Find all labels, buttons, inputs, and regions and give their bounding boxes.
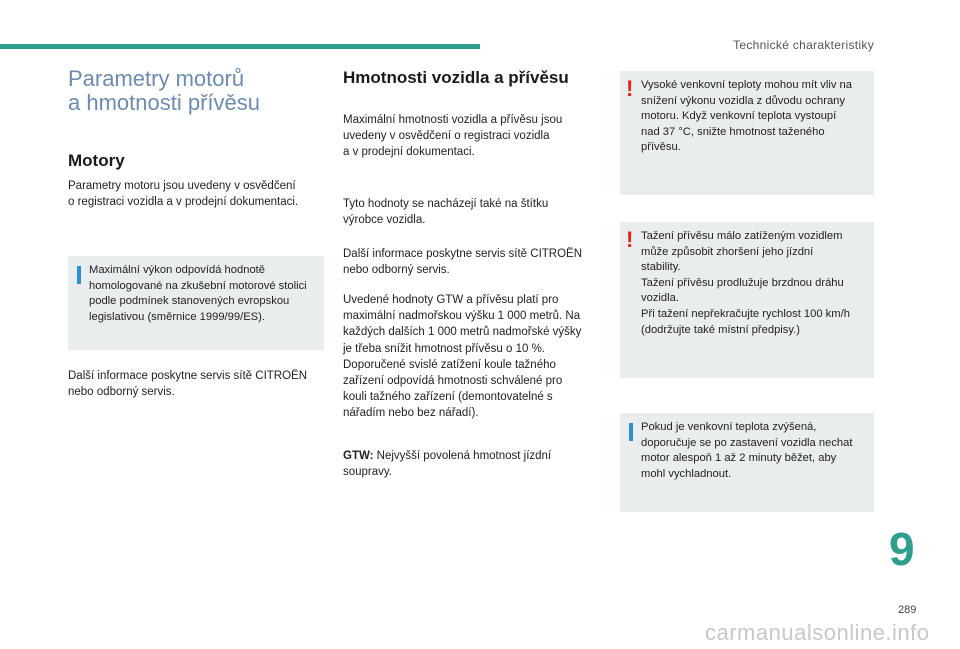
warning-box-towing-text: Tažení přívěsu málo zatíženým vozidlem může způsobit zhoršení jeho jízdní stability. Tažení přívěsu prodlužuje brzdnou dráhu vozidla. Při tažení nepřekračujte rychlost 100 km/h (dodržujte také místní předpisy.) bbox=[641, 230, 850, 336]
warning-icon: ! bbox=[626, 76, 634, 101]
info-box-cooling-text: Pokud je venkovní teplota zvýšená, doporučuje se po zastavení vozidla nechat motor alespoň 1 až 2 minuty běžet, aby mohl vychladnout. bbox=[641, 421, 853, 480]
gtw-definition bbox=[343, 448, 598, 480]
chapter-number: 9 bbox=[889, 523, 915, 575]
warning-box-temperature bbox=[620, 71, 874, 195]
page-title: Parametry motorů a hmotnosti přívěsu bbox=[68, 66, 260, 115]
hmotnosti-p4: Uvedené hodnoty GTW a přívěsu platí pro maximální nadmořskou výšku 1 000 metrů. Na každých dalších 1 000 metrů nadmořské výšky je třeba snížit hmotnost přívěsu o 10 %. Doporučené svislé zatížení koule tažného zařízení odpovídá hmotnosti schválené pro kouli tažného zařízení (demontovatelné s nářadím nebo bez nářadí). bbox=[343, 294, 582, 420]
info-icon bbox=[77, 266, 81, 284]
gtw-text: Nejvyšší povolená hmotnost jízdní soupravy. bbox=[343, 450, 552, 479]
warning-box-towing bbox=[620, 222, 874, 378]
info-box-cooling bbox=[620, 413, 874, 512]
info-box-power-text: Maximální výkon odpovídá hodnotě homologované na zkušební motorové stolici podle podmínek stanovených evropskou legislativou (směrnice 1999/99/ES). bbox=[89, 264, 307, 323]
warning-box-temperature-text: Vysoké venkovní teploty mohou mít vliv na snížení výkonu vozidla z důvodu ochrany motoru. Když venkovní teplota vystoupí nad 37 °C, snižte hmotnost taženého přívěsu. bbox=[641, 79, 853, 154]
warning-icon: ! bbox=[626, 227, 634, 252]
hmotnosti-p1: Maximální hmotnosti vozidla a přívěsu jsou uvedeny v osvědčení o registraci vozidla a v prodejní dokumentaci. bbox=[343, 114, 563, 159]
heading-hmotnosti: Hmotnosti vozidla a přívěsu bbox=[343, 68, 569, 87]
page-number: 289 bbox=[898, 604, 917, 616]
heading-motory: Motory bbox=[68, 151, 125, 170]
section-title: Technické charakteristiky bbox=[733, 38, 874, 52]
info-box-power bbox=[68, 256, 324, 350]
hmotnosti-p3: Další informace poskytne servis sítě CITROËN nebo odborný servis. bbox=[343, 248, 583, 277]
gtw-label: GTW: bbox=[343, 450, 374, 462]
hmotnosti-p2: Tyto hodnoty se nacházejí také na štítku výrobce vozidla. bbox=[343, 198, 549, 227]
motory-intro: Parametry motoru jsou uvedeny v osvědčení o registraci vozidla a v prodejní dokumentaci. bbox=[68, 180, 299, 209]
watermark: carmanualsonline.info bbox=[705, 620, 930, 645]
motory-outro: Další informace poskytne servis sítě CITROËN nebo odborný servis. bbox=[68, 370, 308, 399]
info-icon bbox=[629, 423, 633, 441]
header-accent-bar bbox=[0, 44, 480, 49]
